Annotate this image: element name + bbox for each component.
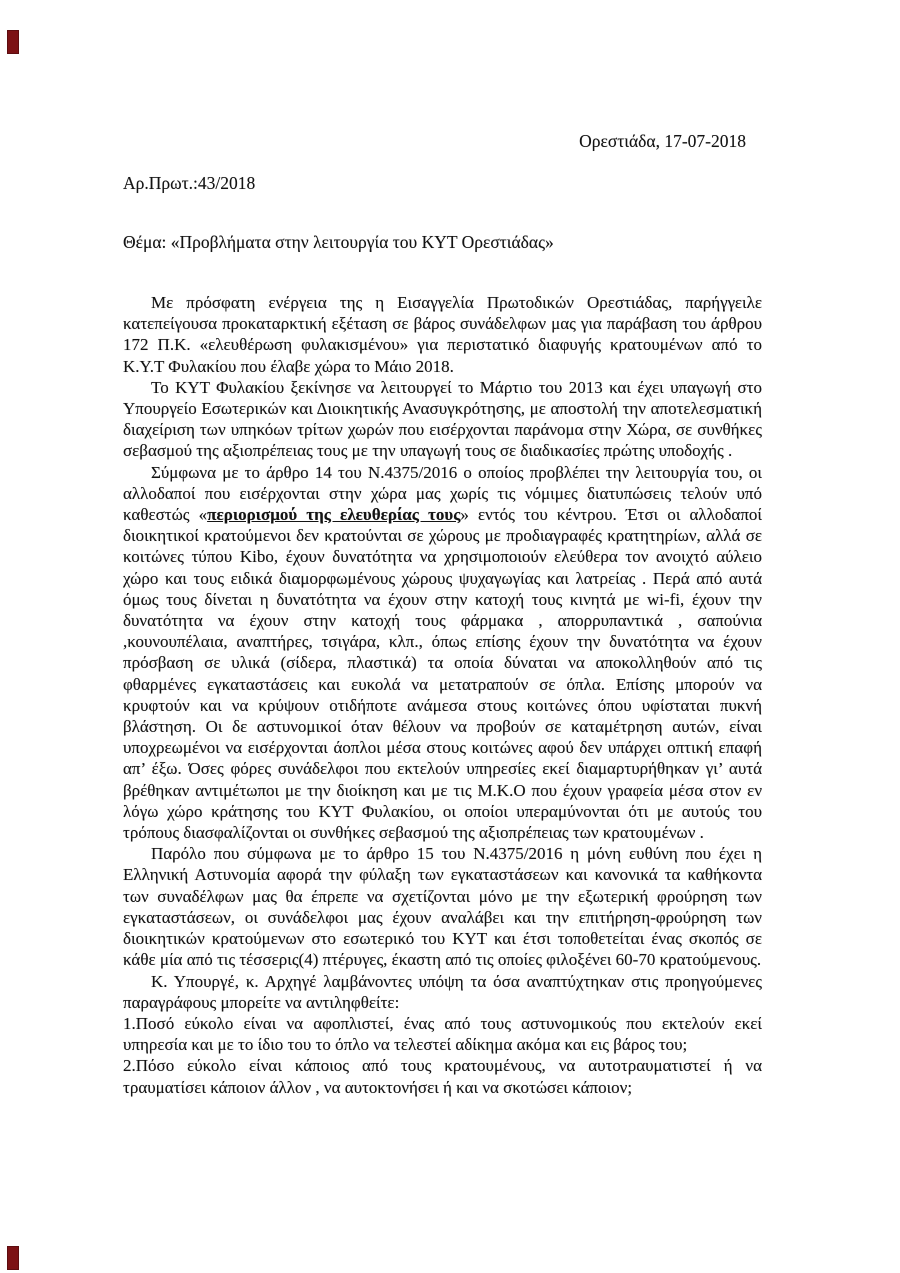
paragraph-3-emphasized-phrase: περιορισμού της ελευθερίας τους — [207, 505, 461, 525]
subject-line: Θέμα: «Προβλήματα στην λειτουργία του ΚΥΤ Ορεστιάδας» — [123, 232, 554, 252]
red-corner-mark-bottom — [7, 1246, 19, 1270]
paragraph-3-after-emphasis: » εντός του κέντρου. Έτσι οι αλλοδαποί διοικητικοί κρατούμενοι δεν κρατούνται σε χώρους με προδιαγραφές κρατητηρίων, αλλά σε κοιτώνες τύπου Kibo, έχουν δυνατότητα να χρησιμοποιούν ελεύθερα τον ανοιχτό αύλειο χώρο και τους ειδικά διαμορφωμένους χώρους ψυχαγωγίας και λατρείας . Περά από αυτά όμως τους δίνεται η δυνατότητα να έχουν στην κατοχή τους κινητά με wi-fi, έχουν την δυνατότητα να έχουν στην κατοχή τους φάρμακα , απορρυπαντικά , σαπούνια ,κουνουπέλαια, αναπτήρες, τσιγάρα, κλπ., όπως επίσης έχουν την δυνατότητα να έχουν πρόσβαση σε υλικά (σίδερα, πλαστικά) τα οποία δύναται να αποκολληθούν από τις φθαρμένες εγκαταστάσεις και ευκολά να μετατραπούν σε όπλα. Επίσης μπορούν να κρυφτούν και να κρύψουν οτιδήποτε ανάμεσα στους κοιτώνες όπου υφίσταται πυκνή βλάστηση. Οι δε αστυνομικοί όταν θέλουν να προβούν σε καταμέτρηση αυτών, είναι υποχρεωμένοι να εισέρχονται άοπλοι μέσα στους κοιτώνες αφού δεν υπάρχει οπτική επαφή απ’ έξω. Όσες φόρες συνάδελφοι που εκτελούν υπηρεσίες εκεί διαμαρτυρήθηκαν γι’ αυτά βρέθηκαν αντιμέτωποι με την διοίκηση και με τις Μ.Κ.Ο που έχουν γραφεία μέσα στον εν λόγω χώρο κράτησης του ΚΥΤ Φυλακίου, οι οποίοι υπεραμύνονται ότι με αυτούς του τρόπους διασφαλίζονται οι συνθήκες σεβασμού της αξιοπρέπειας των κρατουμένων . — [123, 505, 762, 843]
paragraph-3 — [123, 462, 762, 844]
red-corner-mark-top — [7, 30, 19, 54]
letter-body — [123, 292, 762, 1098]
numbered-item-1: 1.Ποσό εύκολο είναι να αφοπλιστεί, ένας από τους αστυνομικούς που εκτελούν εκεί υπηρεσία και με το ίδιο του το όπλο να τελεστεί αδίκημα ακόμα και εις βάρος του; — [123, 1013, 762, 1055]
paragraph-2: Το ΚΥΤ Φυλακίου ξεκίνησε να λειτουργεί το Μάρτιο του 2013 και έχει υπαγωγή στο Υπουργείο Εσωτερικών και Διοικητικής Ανασυγκρότησης, με αποστολή την αποτελεσματική διαχείριση των υπηκόων τρίτων χωρών που εισέρχονται παράνομα στην Χώρα, σε συνθήκες σεβασμού της αξιοπρέπειας τους με την υπαγωγή τους σε διαδικασίες πρώτης υποδοχής . — [123, 377, 762, 461]
paragraph-3-before-emphasis: Σύμφωνα με το άρθρο 14 του Ν.4375/2016 ο οποίος προβλέπει την λειτουργία του, οι αλλοδαποί που εισέρχονται στην χώρα μας χωρίς τις νόμιμες διατυπώσεις τελούν υπό καθεστώς « — [123, 462, 762, 525]
protocol-number: Αρ.Πρωτ.:43/2018 — [123, 173, 256, 193]
paragraph-5: Κ. Υπουργέ, κ. Αρχηγέ λαμβάνοντες υπόψη τα όσα αναπτύχτηκαν στις προηγούμενες παραγράφους μπορείτε να αντιληφθείτε: — [123, 971, 762, 1012]
numbered-item-2: 2.Πόσο εύκολο είναι κάποιος από τους κρατουμένους, να αυτοτραυματιστεί ή να τραυματίσει κάποιον άλλον , να αυτοκτονήσει ή και να σκοτώσει κάποιον; — [123, 1056, 762, 1097]
date-line: Ορεστιάδα, 17-07-2018 — [579, 131, 746, 151]
paragraph-1: Με πρόσφατη ενέργεια της η Εισαγγελία Πρωτοδικών Ορεστιάδας, παρήγγειλε κατεπείγουσα προκαταρκτική εξέταση σε βάρος συνάδελφων μας για παράβαση του άρθρου 172 Π.Κ. «ελευθέρωση φυλακισμένου» για περιστατικό διαφυγής κρατουμένων από το Κ.Υ.Τ Φυλακίου που έλαβε χώρα το Μάιο 2018. — [123, 293, 762, 376]
paragraph-4: Παρόλο που σύμφωνα με το άρθρο 15 του Ν.4375/2016 η μόνη ευθύνη που έχει η Ελληνική Αστυνομία αφορά την φύλαξη των εγκαταστάσεων και κανονικά τα καθήκοντα των συναδέλφων μας θα έπρεπε να σχετίζονται μόνο με την εξωτερική φρούρηση των εγκαταστάσεων, οι συνάδελφοι μας έχουν αναλάβει και την επιτήρηση-φρούρηση των διοικητικών κρατούμενων στο εσωτερικό του ΚΥΤ και έτσι τοποθετείται ένας σκοπός σε κάθε μία από τις τέσσερις(4) πτέρυγες, έκαστη από τις οποίες φιλοξένει 60-70 κρατούμενους. — [123, 844, 762, 970]
